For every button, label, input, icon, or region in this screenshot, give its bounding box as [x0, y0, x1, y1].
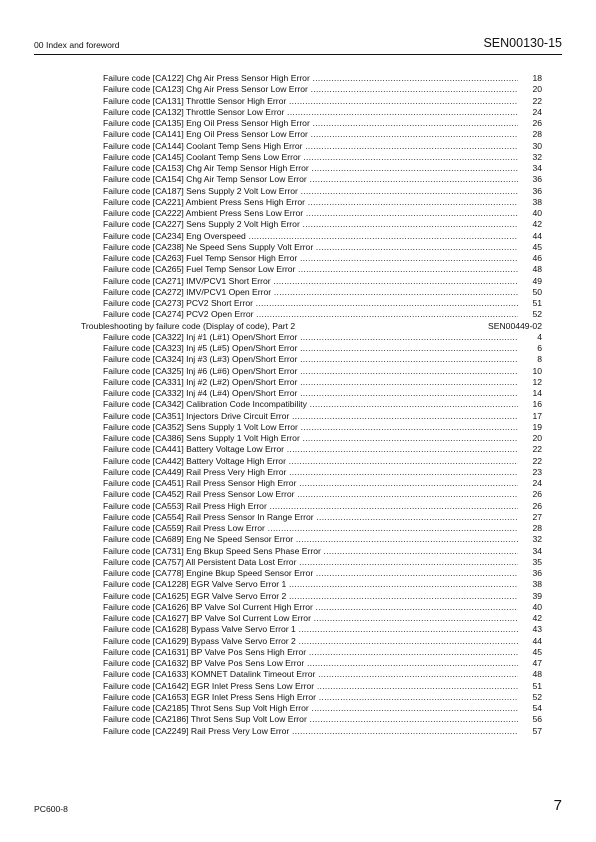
toc-entry[interactable] — [0, 467, 596, 478]
toc-entry-page: 20 — [532, 433, 542, 443]
toc-entry[interactable] — [0, 129, 596, 140]
toc-entry[interactable] — [0, 478, 596, 489]
toc-entry-title: Failure code [CA449] Rail Press Very High Error ..... — [103, 467, 518, 478]
toc-entry-page: 26 — [532, 118, 542, 128]
toc-entry-title: Failure code [CA273] PCV2 Short Error ..... — [103, 298, 518, 309]
toc-entry[interactable] — [0, 354, 596, 365]
toc-entry[interactable] — [0, 591, 596, 602]
toc-entry-title: Failure code [CA1631] BP Valve Pos Sens High Error ..... — [103, 647, 518, 658]
toc-entry-title: Failure code [CA689] Eng Ne Speed Sensor Error ..... — [103, 534, 518, 545]
toc-entry-title: Failure code [CA554] Rail Press Sensor In Range Error ..... — [103, 512, 518, 523]
toc-entry-page: 14 — [532, 388, 542, 398]
toc-entry-page: 44 — [532, 230, 542, 241]
toc-entry-page: 28 — [532, 129, 542, 140]
toc-entry-title: Failure code [CA132] Throttle Sensor Low Error ..... — [103, 107, 518, 118]
toc-entry-title: Failure code [CA131] Throttle Sensor High Error ..... — [103, 96, 518, 107]
toc-entry-page: 34 — [532, 163, 542, 173]
toc-entry[interactable] — [0, 444, 596, 455]
toc-entry-title: Failure code [CA221] Ambient Press Sens High Error ..... — [103, 197, 518, 208]
toc-entry-title: Failure code [CA778] Engine Bkup Speed Sensor Error ..... — [103, 568, 518, 579]
toc-entry-page: 44 — [532, 635, 542, 646]
toc-entry-title: Failure code [CA325] Inj #6 (L#6) Open/Short Error ..... — [103, 366, 518, 377]
toc-entry[interactable] — [0, 186, 596, 197]
toc-entry-page: 38 — [532, 579, 542, 590]
toc-entry-page: 52 — [532, 309, 542, 320]
toc-entry-title: Failure code [CA227] Sens Supply 2 Volt High Error ..... — [103, 219, 518, 230]
toc-entry-page: 26 — [532, 489, 542, 500]
toc-entry[interactable] — [0, 388, 596, 399]
toc-entry-page: 23 — [532, 466, 542, 477]
toc-entry-title: Failure code [CA272] IMV/PCV1 Open Error ..... — [103, 287, 518, 298]
toc-entry[interactable] — [0, 377, 596, 388]
toc-entry-page: 19 — [532, 421, 542, 432]
toc-entry[interactable] — [0, 366, 596, 377]
toc-entry[interactable] — [0, 422, 596, 433]
toc-entry-title: Failure code [CA451] Rail Press Sensor High Error ..... — [103, 478, 518, 489]
toc-entry-page: 20 — [532, 84, 542, 95]
toc-entry-title: Failure code [CA122] Chg Air Press Sensor High Error ..... — [103, 73, 518, 84]
toc-entry-title: Failure code [CA1642] EGR Inlet Press Sens Low Error ..... — [103, 681, 518, 692]
toc-entry-title: Failure code [CA559] Rail Press Low Error ..... — [103, 523, 518, 534]
toc-entry-title: Failure code [CA1626] BP Valve Sol Current High Error ..... — [103, 602, 518, 613]
toc-entry-title: Failure code [CA322] Inj #1 (L#1) Open/Short Error ..... — [103, 332, 518, 343]
toc-entry-page: 35 — [532, 556, 542, 567]
toc-entry-page: 28 — [532, 523, 542, 533]
toc-entry-title: Failure code [CA2186] Throt Sens Sup Volt Low Error ..... — [103, 714, 518, 725]
toc-entry[interactable] — [0, 107, 596, 118]
toc-entry[interactable] — [0, 433, 596, 444]
toc-entry[interactable] — [0, 681, 596, 692]
toc-entry[interactable] — [0, 534, 596, 545]
toc-entry-page: 45 — [532, 646, 542, 657]
toc-entry-page: 40 — [532, 208, 542, 218]
machine-model: PC600-8 — [34, 804, 68, 814]
toc-entry-title: Failure code [CA1625] EGR Valve Servo Error 2 ..... — [103, 591, 518, 602]
toc-entry[interactable] — [0, 141, 596, 152]
toc-entry-title: Failure code [CA238] Ne Speed Sens Supply Volt Error ..... — [103, 242, 518, 253]
toc-entry-page: 32 — [532, 151, 542, 162]
toc-entry[interactable] — [0, 287, 596, 298]
toc-entry-page: 39 — [532, 590, 542, 601]
toc-entry-page: SEN00449-02 — [488, 320, 542, 331]
toc-entry[interactable] — [0, 84, 596, 95]
toc-entry-page: 57 — [532, 725, 542, 736]
toc-entry-title: Failure code [CA1627] BP Valve Sol Current Low Error ..... — [103, 613, 518, 624]
toc-entry[interactable] — [0, 174, 596, 185]
toc-entry[interactable] — [0, 399, 596, 410]
toc-entry[interactable] — [0, 231, 596, 242]
toc-entry-title: Failure code [CA145] Coolant Temp Sens Low Error ..... — [103, 152, 518, 163]
toc-entry-title: Failure code [CA144] Coolant Temp Sens High Error ..... — [103, 141, 518, 152]
toc-entry-page: 42 — [532, 613, 542, 623]
toc-entry-title: Failure code [CA441] Battery Voltage Low Error ..... — [103, 444, 518, 455]
toc-entry-title: Failure code [CA222] Ambient Press Sens Low Error ..... — [103, 208, 518, 219]
header-rule — [34, 54, 562, 55]
toc-entry[interactable] — [0, 411, 596, 422]
toc-entry[interactable] — [0, 343, 596, 354]
toc-entry-title: Failure code [CA1633] KOMNET Datalink Timeout Error ..... — [103, 669, 518, 680]
toc-entry[interactable] — [0, 219, 596, 230]
toc-entry[interactable] — [0, 242, 596, 253]
toc-entry-page: 56 — [532, 714, 542, 725]
toc-entry-title: Troubleshooting by failure code (Display of code), Part 2 — [81, 320, 296, 331]
toc-entry-page: 10 — [532, 365, 542, 376]
toc-entry-page: 22 — [532, 95, 542, 106]
toc-entry-page: 48 — [532, 669, 542, 680]
toc-entry[interactable] — [0, 714, 596, 725]
toc-entry-page: 8 — [537, 354, 542, 365]
toc-entry-page: 54 — [532, 703, 542, 713]
toc-entry[interactable] — [0, 647, 596, 658]
toc-entry-title: Failure code [CA442] Battery Voltage High Error ..... — [103, 456, 518, 467]
toc-entry-title: Failure code [CA351] Injectors Drive Circuit Error ..... — [103, 411, 518, 422]
toc-entry-title: Failure code [CA553] Rail Press High Error ..... — [103, 501, 518, 512]
toc-entry[interactable] — [0, 523, 596, 534]
toc-entry[interactable] — [0, 73, 596, 84]
toc-entry[interactable] — [0, 501, 596, 512]
toc-entry-title: Failure code [CA263] Fuel Temp Sensor High Error ..... — [103, 253, 518, 264]
toc-entry-page: 24 — [532, 478, 542, 488]
toc-entry-page: 47 — [532, 658, 542, 668]
toc-entry[interactable] — [0, 624, 596, 635]
toc-entry[interactable] — [0, 669, 596, 680]
toc-entry-title: Failure code [CA135] Eng Oil Press Sensor High Error ..... — [103, 118, 518, 129]
document-code: SEN00130-15 — [483, 36, 562, 50]
toc-entry-title: Failure code [CA324] Inj #3 (L#3) Open/Short Error ..... — [103, 354, 518, 365]
toc-entry-page: 36 — [532, 174, 542, 185]
toc-entry-page: 26 — [532, 500, 542, 511]
toc-entry-title: Failure code [CA153] Chg Air Temp Sensor High Error ..... — [103, 163, 518, 174]
toc-entry-page: 30 — [532, 140, 542, 151]
toc-entry-page: 51 — [532, 298, 542, 308]
toc-entry-page: 42 — [532, 219, 542, 230]
toc-entry-page: 16 — [532, 399, 542, 410]
toc-entry-title: Failure code [CA386] Sens Supply 1 Volt High Error ..... — [103, 433, 518, 444]
toc-entry[interactable] — [0, 152, 596, 163]
toc-entry[interactable] — [0, 579, 596, 590]
toc-entry[interactable] — [0, 602, 596, 613]
page-header — [34, 36, 562, 56]
toc-entry-page: 22 — [532, 444, 542, 455]
toc-entry-page: 46 — [532, 253, 542, 263]
toc-entry-page: 32 — [532, 534, 542, 545]
toc-entry-page: 22 — [532, 455, 542, 466]
toc-entry[interactable] — [0, 489, 596, 500]
toc-entry-page: 18 — [532, 73, 542, 83]
toc-entry[interactable] — [0, 512, 596, 523]
page-footer — [34, 797, 562, 821]
toc-entry[interactable] — [0, 658, 596, 669]
page-number: 7 — [553, 797, 562, 814]
toc-entry-title: Failure code [CA234] Eng Overspeed ..... — [103, 231, 518, 242]
toc-entry-page: 40 — [532, 601, 542, 612]
toc-entry-title: Failure code [CA154] Chg Air Temp Sensor Low Error ..... — [103, 174, 518, 185]
toc-entry-page: 6 — [537, 343, 542, 353]
toc-entry-title: Failure code [CA342] Calibration Code Incompatibility ..... — [103, 399, 518, 410]
toc-entry-page: 24 — [532, 106, 542, 117]
toc-entry-page: 27 — [532, 511, 542, 522]
toc-entry-title: Failure code [CA2185] Throt Sens Sup Volt High Error ..... — [103, 703, 518, 714]
toc-entry-page: 12 — [532, 376, 542, 387]
section-title: 00 Index and foreword — [34, 40, 120, 50]
toc-entry-page: 50 — [532, 286, 542, 297]
toc-entry[interactable] — [0, 208, 596, 219]
table-of-contents — [0, 73, 596, 737]
toc-entry-title: Failure code [CA2249] Rail Press Very Low Error ..... — [103, 726, 518, 737]
toc-entry-page: 52 — [532, 691, 542, 702]
toc-entry-page: 51 — [532, 680, 542, 691]
toc-entry-title: Failure code [CA1629] Bypass Valve Servo Error 2 ..... — [103, 636, 518, 647]
toc-entry[interactable] — [0, 253, 596, 264]
toc-entry[interactable] — [0, 456, 596, 467]
toc-entry[interactable] — [0, 298, 596, 309]
toc-entry-title: Failure code [CA271] IMV/PCV1 Short Error ..... — [103, 276, 518, 287]
toc-entry[interactable] — [0, 197, 596, 208]
toc-entry-title: Failure code [CA1653] EGR Inlet Press Sens High Error ..... — [103, 692, 518, 703]
toc-entry-page: 43 — [532, 624, 542, 635]
toc-entry-page: 36 — [532, 568, 542, 578]
toc-entry-title: Failure code [CA452] Rail Press Sensor Low Error ..... — [103, 489, 518, 500]
toc-entry[interactable] — [0, 96, 596, 107]
toc-entry[interactable] — [0, 636, 596, 647]
toc-entry[interactable] — [0, 276, 596, 287]
toc-entry-title: Failure code [CA757] All Persistent Data Lost Error ..... — [103, 557, 518, 568]
toc-entry[interactable] — [0, 309, 596, 320]
toc-entry-page: 45 — [532, 241, 542, 252]
toc-entry-page: 49 — [532, 275, 542, 286]
toc-entry[interactable] — [0, 703, 596, 714]
toc-entry-title: Failure code [CA1228] EGR Valve Servo Error 1 ..... — [103, 579, 518, 590]
toc-entry-page: 48 — [532, 264, 542, 275]
toc-entry-title: Failure code [CA1632] BP Valve Pos Sens Low Error ..... — [103, 658, 518, 669]
toc-entry[interactable] — [0, 692, 596, 703]
toc-entry-page: 4 — [537, 331, 542, 342]
toc-section-entry[interactable] — [0, 321, 596, 332]
toc-entry-title: Failure code [CA332] Inj #4 (L#4) Open/Short Error ..... — [103, 388, 518, 399]
toc-entry-title: Failure code [CA123] Chg Air Press Sensor Low Error ..... — [103, 84, 518, 95]
toc-entry[interactable] — [0, 332, 596, 343]
toc-entry[interactable] — [0, 726, 596, 737]
toc-entry[interactable] — [0, 568, 596, 579]
toc-entry[interactable] — [0, 557, 596, 568]
toc-entry[interactable] — [0, 546, 596, 557]
toc-entry-page: 17 — [532, 410, 542, 421]
toc-entry[interactable] — [0, 163, 596, 174]
toc-entry-title: Failure code [CA187] Sens Supply 2 Volt Low Error ..... — [103, 186, 518, 197]
toc-entry[interactable] — [0, 118, 596, 129]
toc-entry-title: Failure code [CA323] Inj #5 (L#5) Open/Short Error ..... — [103, 343, 518, 354]
toc-entry-title: Failure code [CA1628] Bypass Valve Servo Error 1 ..... — [103, 624, 518, 635]
toc-entry[interactable] — [0, 613, 596, 624]
toc-entry-title: Failure code [CA265] Fuel Temp Sensor Low Error ..... — [103, 264, 518, 275]
toc-entry-page: 34 — [532, 545, 542, 556]
toc-entry[interactable] — [0, 264, 596, 275]
toc-entry-title: Failure code [CA731] Eng Bkup Speed Sens Phase Error ..... — [103, 546, 518, 557]
toc-entry-page: 36 — [532, 185, 542, 196]
toc-entry-title: Failure code [CA274] PCV2 Open Error ..... — [103, 309, 518, 320]
toc-entry-title: Failure code [CA352] Sens Supply 1 Volt Low Error ..... — [103, 422, 518, 433]
toc-entry-page: 38 — [532, 196, 542, 207]
toc-entry-title: Failure code [CA331] Inj #2 (L#2) Open/Short Error ..... — [103, 377, 518, 388]
toc-entry-title: Failure code [CA141] Eng Oil Press Sensor Low Error ..... — [103, 129, 518, 140]
